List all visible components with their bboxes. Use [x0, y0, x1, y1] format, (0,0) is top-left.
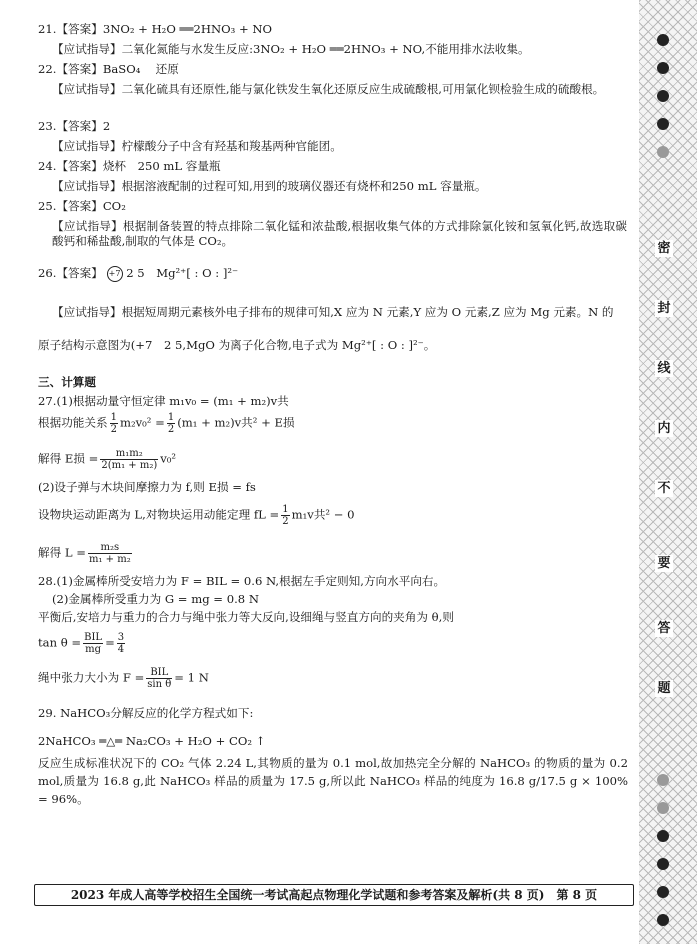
fraction-denominator: 4: [117, 644, 125, 655]
binding-hole: [657, 886, 669, 898]
fraction-tan: [83, 632, 103, 655]
q24-guide: 【应试指导】根据溶液配制的过程可知,用到的玻璃仪器还有烧杯和250 mL 容量瓶。: [52, 179, 487, 193]
fraction-energy-loss: [100, 448, 158, 471]
seal-char: 封: [655, 300, 673, 317]
seal-char: 密: [655, 240, 673, 257]
q25-answer: 25.【答案】CO₂: [38, 199, 126, 213]
fraction-numerator: 1: [110, 412, 117, 423]
seal-char: 题: [655, 680, 673, 697]
q27-line5-text: 设物块运动距离为 L,对物块运用动能定理 fL =: [38, 507, 280, 522]
fraction-numerator: BIL: [84, 632, 103, 643]
q28-line1: 28.(1)金属棒所受安培力为 F = BIL = 0.6 N,根据左手定则知,方向水平向右。: [38, 574, 446, 588]
q21-guide: 【应试指导】二氧化氮能与水发生反应:3NO₂ + H₂O ══2HNO₃ + NO,不能用排水法收集。: [52, 42, 530, 56]
q26-guide: 【应试指导】根据短周期元素核外电子排布的规律可知,X 应为 N 元素,Y 应为 O 元素,Z 应为 Mg 元素。N 的: [52, 305, 614, 319]
fraction-tension: [146, 667, 172, 690]
fraction-numerator: 1: [167, 412, 175, 423]
fraction-denominator: 2: [167, 424, 175, 435]
q27-line3-text: 解得 E损 =: [38, 451, 99, 466]
q27-line2: [38, 412, 295, 435]
binding-hole: [657, 830, 669, 842]
q28-line3: 平衡后,安培力与重力的合力与绳中张力等大反向,设细绳与竖直方向的夹角为 θ,则: [38, 610, 454, 624]
q28-line2: (2)金属棒所受重力为 G = mg = 0.8 N: [52, 592, 259, 606]
fraction-numerator: 3: [117, 632, 125, 643]
binding-hole: [657, 914, 669, 926]
fraction-denominator: m₁ + m₂: [88, 554, 131, 565]
binding-margin: [639, 0, 697, 944]
q27-line5: [38, 504, 355, 527]
binding-hole: [657, 802, 669, 814]
q28-line5: [38, 667, 209, 690]
q28-line4: [38, 632, 127, 655]
q28-line4-text: tan θ =: [38, 635, 82, 650]
binding-hole: [657, 118, 669, 130]
q24-answer: 24.【答案】烧杯 250 mL 容量瓶: [38, 159, 221, 173]
q27-line3: [38, 448, 176, 471]
q27-line5-end: m₁v共² − 0: [291, 507, 355, 522]
seal-char: 不: [655, 480, 673, 497]
q22-answer: 22.【答案】BaSO₄ 还原: [38, 62, 179, 76]
fraction-numerator: 1: [282, 504, 289, 515]
fraction-numerator: m₂s: [88, 542, 132, 554]
q26-answer-formula: 2 5 Mg²⁺[ : O : ]²⁻: [126, 266, 239, 280]
fraction-denominator: sin θ: [147, 679, 172, 690]
fraction-numerator: m₁m₂: [100, 448, 158, 460]
q27-line2-text: 根据功能关系: [38, 415, 108, 430]
q28-line5-end: = 1 N: [174, 670, 209, 685]
q26-answer: [38, 266, 238, 282]
fraction-distance: [88, 542, 132, 565]
q27-line6: [38, 542, 134, 565]
q29-line1: 29. NaHCO₃分解反应的化学方程式如下:: [38, 706, 254, 720]
binding-hole: [657, 62, 669, 74]
fraction-denominator: mg: [85, 644, 102, 655]
binding-hole: [657, 774, 669, 786]
page-footer: 2023 年成人高等学校招生全国统一考试高起点物理化学试题和参考答案及解析(共 8 页) 第 8 页: [34, 884, 634, 906]
binding-hole: [657, 34, 669, 46]
q27-line6-text: 解得 L =: [38, 545, 86, 560]
seal-char: 要: [655, 555, 673, 572]
q28-line4-eq: =: [105, 635, 115, 650]
q29-equation: 2NaHCO₃ ═△═ Na₂CO₃ + H₂O + CO₂ ↑: [38, 734, 266, 748]
fraction-denominator: 2: [282, 516, 289, 527]
q27-line2-end: (m₁ + m₂)v共² + E损: [177, 415, 295, 430]
fraction-half: [167, 412, 175, 435]
q23-answer: 23.【答案】2: [38, 119, 111, 133]
q27-line4: (2)设子弹与木块间摩擦力为 f,则 E损 = fs: [38, 480, 256, 494]
fraction-three-quarters: [117, 632, 125, 655]
q27-line3-end: v₀²: [160, 451, 177, 466]
q23-guide: 【应试指导】柠檬酸分子中含有羟基和羧基两种官能团。: [52, 139, 342, 153]
seal-char: 线: [655, 360, 673, 377]
q27-line1: 27.(1)根据动量守恒定律 m₁v₀ = (m₁ + m₂)v共: [38, 394, 289, 408]
seal-char: 答: [655, 620, 673, 637]
q22-guide: 【应试指导】二氧化硫具有还原性,能与氯化铁发生氧化还原反应生成硫酸根,可用氯化钡检验生成的硫酸根。: [52, 82, 605, 96]
fraction-half: [110, 412, 118, 435]
binding-hole: [657, 146, 669, 158]
fraction-numerator: BIL: [146, 667, 172, 679]
binding-hole: [657, 90, 669, 102]
seal-char: 内: [655, 420, 673, 437]
section-calculation-title: 三、计算题: [38, 375, 96, 389]
q25-guide: 【应试指导】根据制备装置的特点排除二氧化锰和浓盐酸,根据收集气体的方式排除氯化铵和氢氧化钙,故选取碳酸钙和稀盐酸,制取的气体是 CO₂。: [52, 219, 627, 248]
binding-hole: [657, 858, 669, 870]
fraction-denominator: 2: [110, 424, 117, 435]
q28-line5-text: 绳中张力大小为 F =: [38, 670, 145, 685]
fraction-denominator: 2(m₁ + m₂): [101, 460, 158, 471]
q26-answer-label: 26.【答案】: [38, 266, 103, 280]
atom-structure-diagram: +7: [107, 266, 123, 282]
q21-answer: 21.【答案】3NO₂ + H₂O ══2HNO₃ + NO: [38, 22, 272, 36]
q27-line2-mid: m₂v₀² =: [119, 415, 165, 430]
q26-guide-cont: 原子结构示意图为(+7 2 5,MgO 为离子化合物,电子式为 Mg²⁺[ : O : ]²⁻。: [38, 338, 436, 352]
fraction-half: [281, 504, 289, 527]
q29-explanation: 反应生成标准状况下的 CO₂ 气体 2.24 L,其物质的量为 0.1 mol,故加热完全分解的 NaHCO₃ 的物质的量为 0.2 mol,质量为 16.8 g,此 NaHCO₃ 样品的质量为 17.5 g,所以此 NaHCO₃ 样品的纯度为 16.8 g/17.5 g × 100% = 96%。: [38, 756, 628, 806]
